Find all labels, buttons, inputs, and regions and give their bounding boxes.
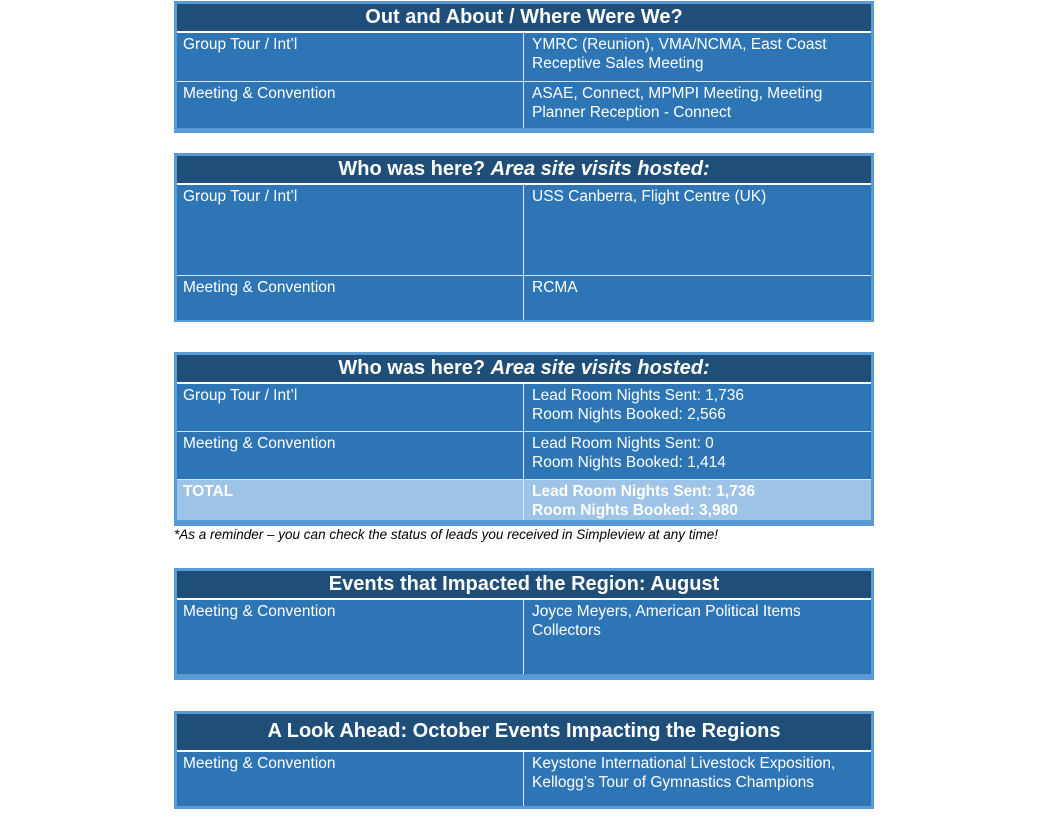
table-title: Events that Impacted the Region: August (177, 571, 871, 600)
row-label: Group Tour / Int’l (177, 384, 524, 431)
table-row (177, 275, 871, 320)
table-row (177, 384, 871, 431)
row-value: Lead Room Nights Sent: 0 Room Nights Booked: 1,414 (532, 435, 726, 471)
table-title: Out and About / Where Were We? (177, 4, 871, 33)
row-label: Meeting & Convention (177, 82, 524, 128)
row-value: Lead Room Nights Sent: 1,736 Room Nights Booked: 2,566 (532, 387, 744, 423)
table-row (177, 600, 871, 674)
october-events-table (174, 711, 874, 809)
row-label: Meeting & Convention (177, 752, 524, 806)
total-row (177, 479, 871, 520)
row-value: Lead Room Nights Sent: 1,736 Room Nights Booked: 3,980 (532, 483, 756, 519)
table-title: Who was here? Area site visits hosted: (177, 355, 871, 384)
row-label: TOTAL (177, 480, 524, 520)
simpleview-reminder-note: *As a reminder – you can check the status of leads you received in Simpleview at any time! (174, 527, 719, 542)
table-title: A Look Ahead: October Events Impacting the Regions (177, 714, 871, 752)
row-value: ASAE, Connect, MPMPI Meeting, Meeting Planner Reception - Connect (532, 85, 823, 121)
august-events-table (174, 568, 874, 680)
table-title: Who was here? Area site visits hosted: (177, 156, 871, 185)
row-value: Joyce Meyers, American Political Items Collectors (532, 603, 801, 639)
row-label: Group Tour / Int’l (177, 33, 524, 81)
site-visits-table (174, 153, 874, 322)
row-value: USS Canberra, Flight Centre (UK) (532, 188, 767, 205)
where-were-we-table (174, 1, 874, 133)
room-nights-table (174, 352, 874, 526)
row-label: Meeting & Convention (177, 432, 524, 479)
row-label: Group Tour / Int’l (177, 185, 524, 275)
table-row (177, 185, 871, 275)
table-row (177, 33, 871, 81)
row-label: Meeting & Convention (177, 276, 524, 320)
row-value: YMRC (Reunion), VMA/NCMA, East Coast Receptive Sales Meeting (532, 36, 827, 72)
table-row (177, 752, 871, 806)
row-value: RCMA (532, 279, 578, 296)
row-value: Keystone International Livestock Exposition, Kellogg’s Tour of Gymnastics Champions (532, 755, 836, 791)
table-row (177, 81, 871, 128)
row-label: Meeting & Convention (177, 600, 524, 674)
table-row (177, 431, 871, 479)
